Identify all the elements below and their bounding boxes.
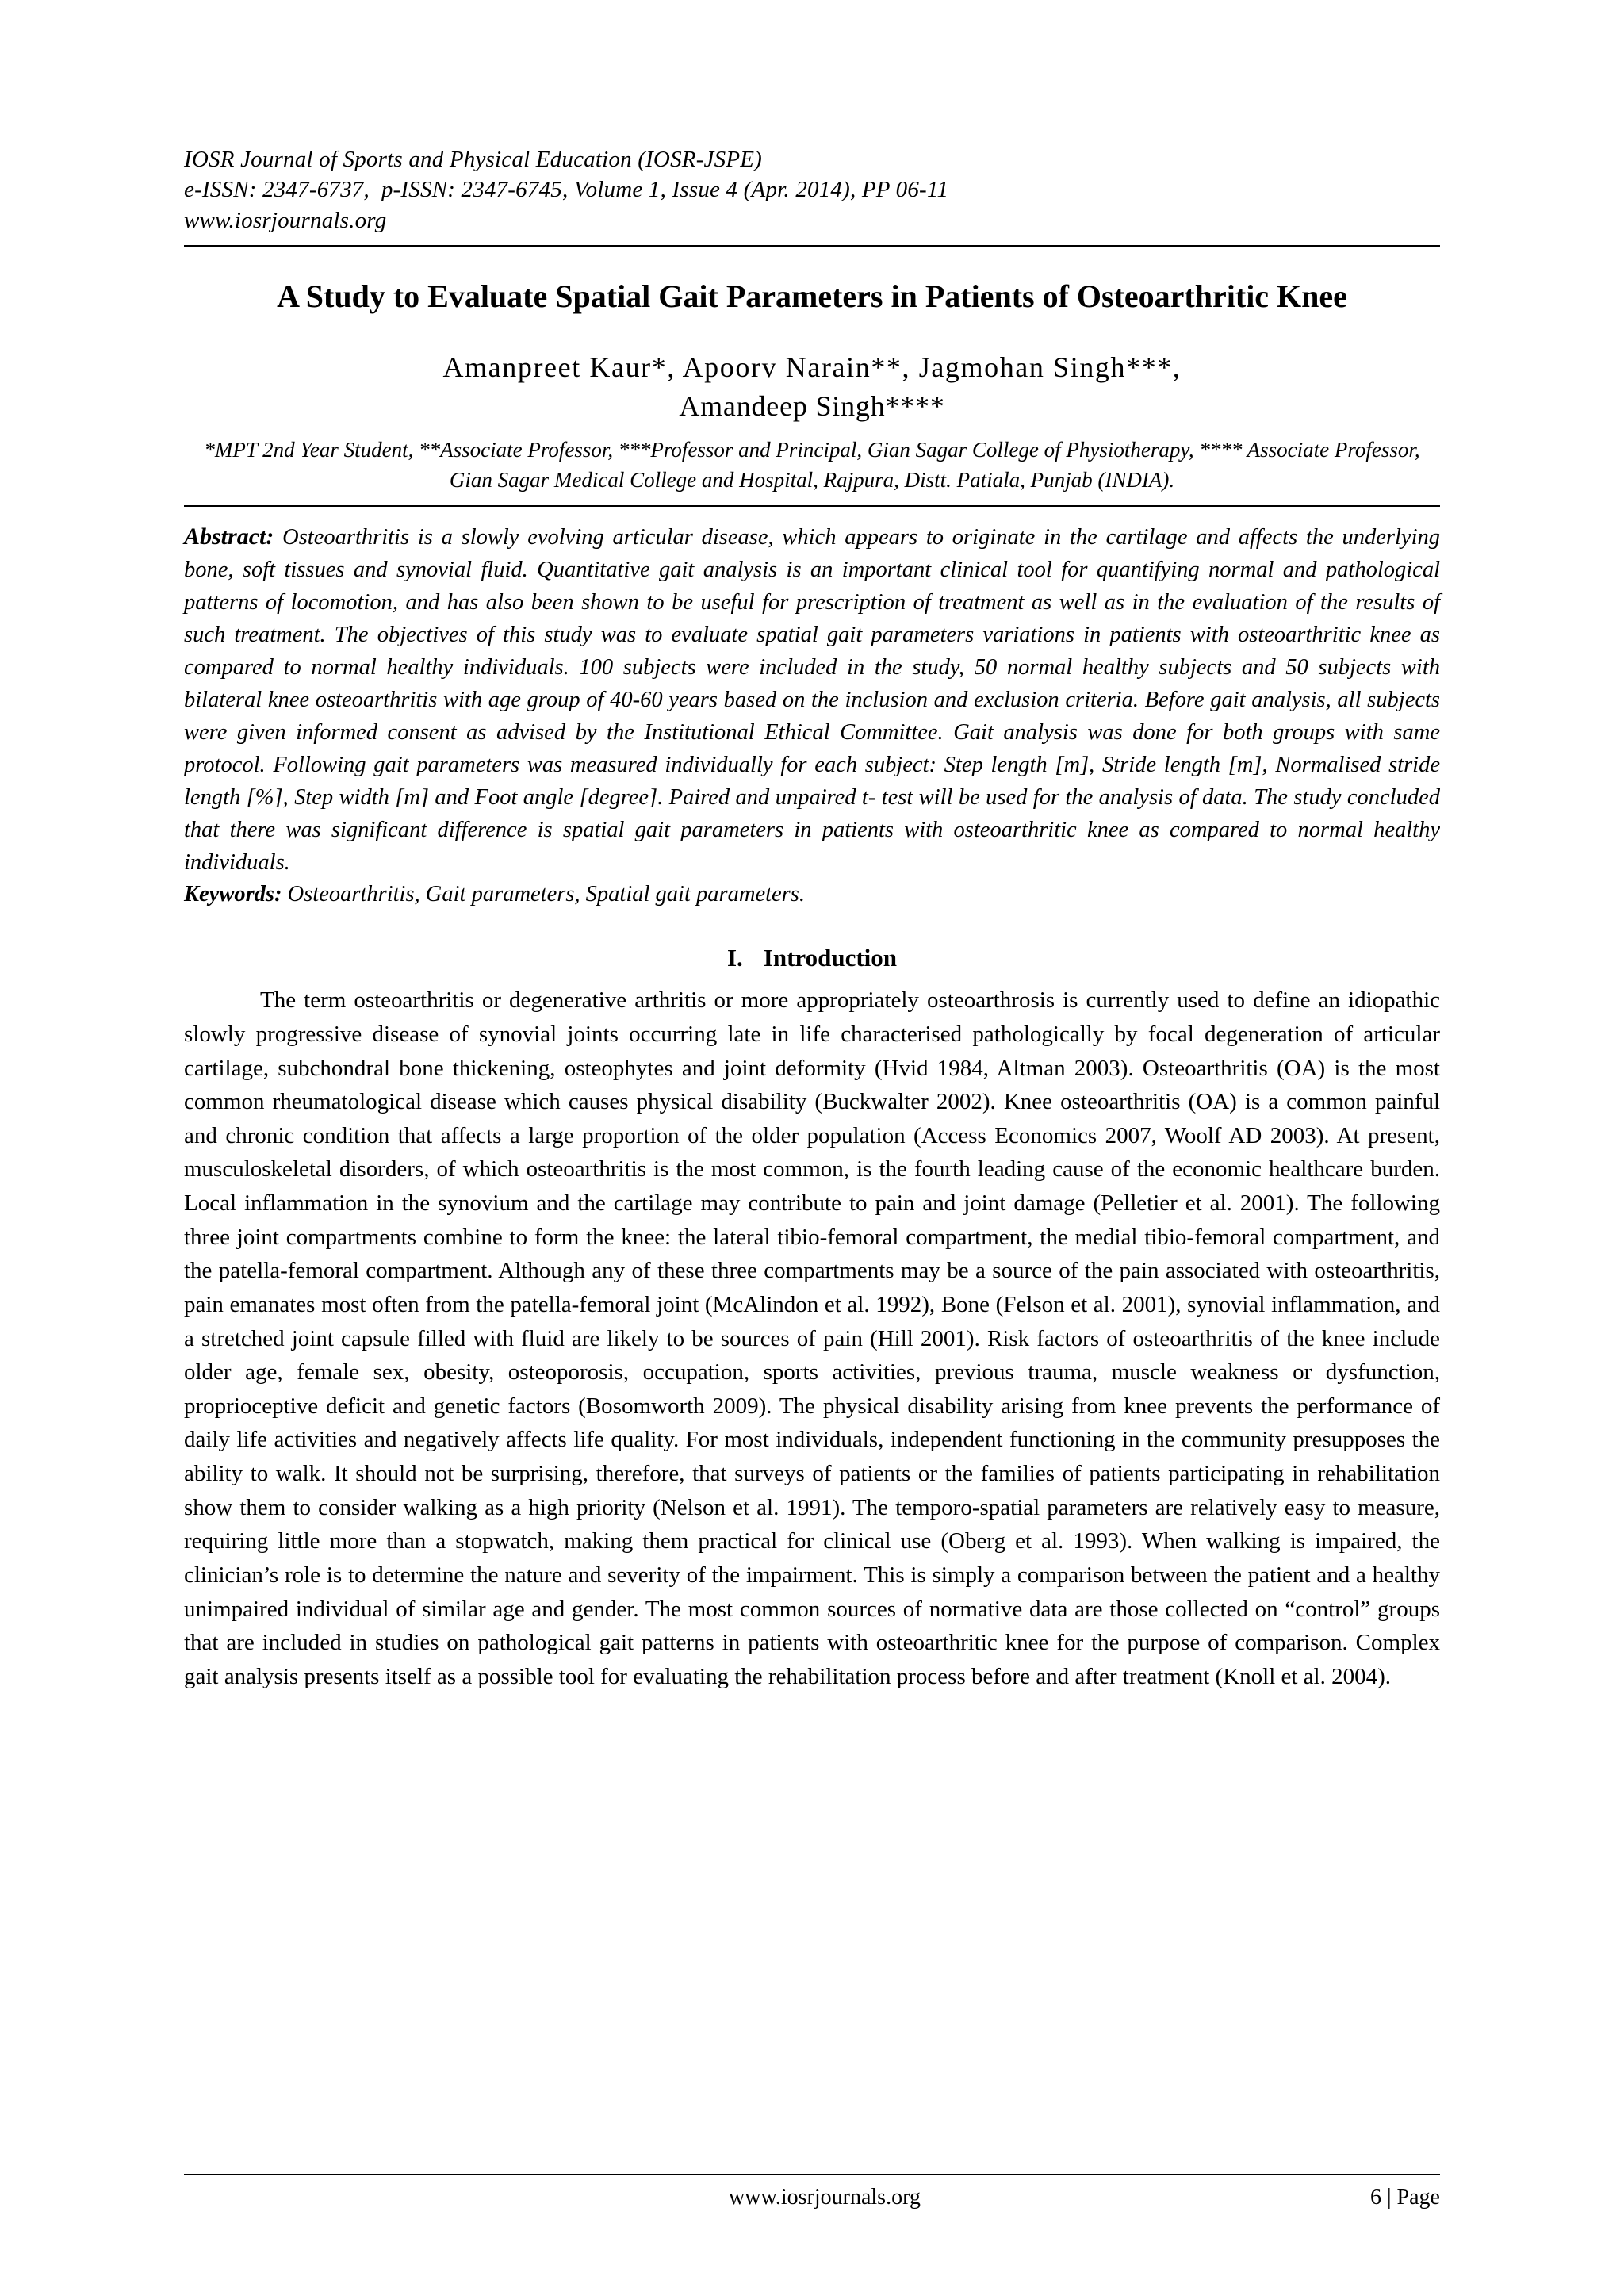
keywords-label: Keywords: — [184, 882, 282, 907]
abstract-label: Abstract: — [184, 523, 274, 550]
journal-header — [184, 144, 1440, 236]
page-footer — [184, 2174, 1440, 2210]
section-number: I. — [726, 944, 743, 972]
author-list — [184, 348, 1440, 427]
footer-website: www.iosrjournals.org — [729, 2185, 921, 2210]
section-body-introduction: The term osteoarthritis or degenerative arthritis or more appropriately osteoarthrosis is currently used to define an idiopathic slowly progressive disease of synovial joints occurring late in life characterised pathologically by focal degeneration of articular cartilage, subchondral bone thickening, osteophytes and joint deformity (Hvid 1984, Altman 2003). Osteoarthritis (OA) is the most common rheumatological disease which causes physical disability (Buckwalter 2002). Knee osteoarthritis (OA) is a common painful and chronic condition that affects a large proportion of the older population (Access Economics 2007, Woolf AD 2003). At present, musculoskeletal disorders, of which osteoarthritis is the most common, is the fourth leading cause of the economic healthcare burden. Local inflammation in the synovium and the cartilage may contribute to pain and joint damage (Pelletier et al. 2001). The following three joint compartments combine to form the knee: the lateral tibio-femoral compartment, the medial tibio-femoral compartment, and the patella-femoral compartment. Although any of these three compartments may be a source of the pain associated with osteoarthritis, pain emanates most often from the patella-femoral joint (McAlindon et al. 1992), Bone (Felson et al. 2001), synovial inflammation, and a stretched joint capsule filled with fluid are likely to be sources of pain (Hill 2001). Risk factors of osteoarthritis of the knee include older age, female sex, obesity, osteoporosis, occupation, sports activities, previous trauma, muscle weakness or dysfunction, proprioceptive deficit and genetic factors (Bosomworth 2009). The physical disability arising from knee prevents the performance of daily life activities and negatively affects life quality. For most individuals, independent functioning in the community presupposes the ability to walk. It should not be surprising, therefore, that surveys of patients or the families of patients participating in rehabilitation show them to consider walking as a high priority (Nelson et al. 1991). The temporo-spatial parameters are relatively easy to measure, requiring little more than a stopwatch, making them practical for clinical use (Oberg et al. 1993). When walking is impaired, the clinician’s role is to determine the nature and severity of the impairment. This is simply a comparison between the patient and a healthy unimpaired individual of similar age and gender. The most common sources of normative data are those collected on “control” groups that are included in studies on pathological gait patterns in patients with osteoarthritic knee for the purpose of comparison. Complex gait analysis presents itself as a possible tool for evaluating the rehabilitation process before and after treatment (Knoll et al. 2004). — [184, 987, 1440, 1689]
section-title: Introduction — [763, 944, 898, 972]
section-heading-introduction — [184, 944, 1440, 972]
author-line-1: Amanpreet Kaur*, Apoorv Narain**, Jagmohan Singh***, — [442, 351, 1182, 383]
page-title: A Study to Evaluate Spatial Gait Parameters in Patients of Osteoarthritic Knee — [277, 278, 1347, 314]
footer-divider — [184, 2174, 1440, 2175]
journal-website: www.iosrjournals.org — [184, 207, 387, 233]
author-line-2: Amandeep Singh**** — [679, 390, 945, 423]
journal-issn-volume: e-ISSN: 2347-6737, p-ISSN: 2347-6745, Volume 1, Issue 4 (Apr. 2014), PP 06-11 — [184, 177, 949, 203]
journal-name: IOSR Journal of Sports and Physical Education (IOSR-JSPE) — [184, 147, 763, 172]
footer-page-number: 6 | Page — [1369, 2185, 1440, 2210]
keywords — [184, 882, 1440, 907]
header-divider — [184, 245, 1440, 247]
keywords-text: Osteoarthritis, Gait parameters, Spatial gait parameters. — [282, 882, 805, 907]
affiliation: *MPT 2nd Year Student, **Associate Professor, ***Professor and Principal, Gian Sagar College of Physiotherapy, **** Associate Professor, Gian Sagar Medical College and Hospital, Rajpura, Distt. Patiala, Punjab (INDIA). — [204, 438, 1420, 493]
abstract-text: Osteoarthritis is a slowly evolving articular disease, which appears to originate in the cartilage and affects the underlying bone, soft tissues and synovial fluid. Quantitative gait analysis is an important clinical tool for quantifying normal and pathological patterns of locomotion, and has also been shown to be useful for prescription of treatment as well as in the evaluation of the results of such treatment. The objectives of this study was to evaluate spatial gait parameters variations in patients with osteoarthritic knee as compared to normal healthy individuals. 100 subjects were included in the study, 50 normal healthy subjects and 50 subjects with bilateral knee osteoarthritis with age group of 40-60 years based on the inclusion and exclusion criteria. Before gait analysis, all subjects were given informed consent as advised by the Institutional Ethical Committee. Gait analysis was done for both groups with same protocol. Following gait parameters was measured individually for each subject: Step length [m], Stride length [m], Normalised stride length [%], Step width [m] and Foot angle [degree]. Paired and unpaired t- test will be used for the analysis of data. The study concluded that there was significant difference is spatial gait parameters in patients with osteoarthritic knee as compared to normal healthy individuals. — [184, 524, 1440, 876]
abstract-top-divider — [184, 505, 1440, 507]
abstract — [184, 519, 1440, 880]
